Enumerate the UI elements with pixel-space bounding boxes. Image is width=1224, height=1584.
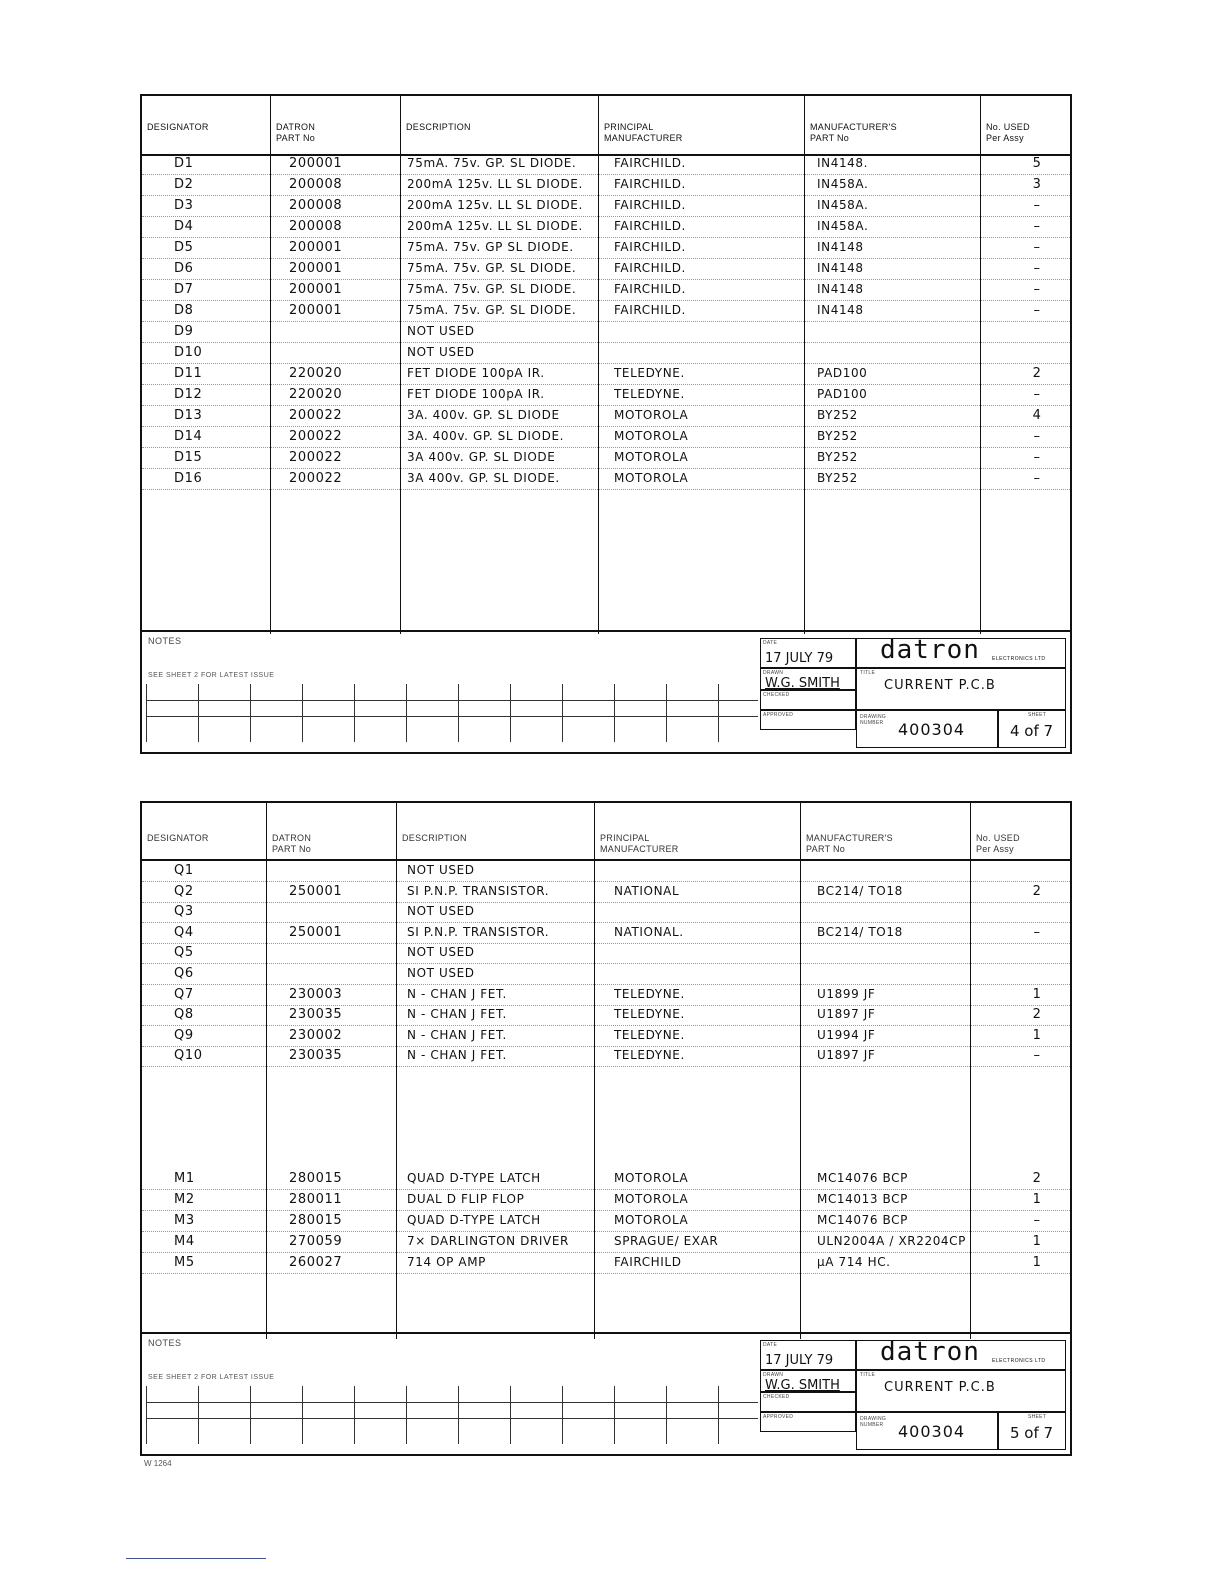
manufacturer: NATIONAL [614,883,680,898]
table-row [142,406,1070,427]
manufacturer: MOTOROLA [614,1171,689,1185]
manufacturer: FAIRCHILD. [614,198,686,212]
description: 3A 400v. GP. SL DIODE. [407,471,560,485]
title-block [760,1337,1066,1450]
sheet-label: SHEET [1028,712,1047,718]
manufacturer-part-number: IN4148 [817,282,864,296]
manufacturer-part-number: BY252 [817,471,858,485]
description: QUAD D-TYPE LATCH [407,1171,541,1185]
datron-part-number: 270059 [289,1234,343,1249]
manufacturer-part-number: IN4148 [817,240,864,254]
manufacturer-part-number: U1897 JF [817,1048,876,1063]
datron-part-number: 280015 [289,1213,343,1228]
designator: Q6 [174,966,194,981]
notes-label: NOTES [148,636,182,646]
description: QUAD D-TYPE LATCH [407,1213,541,1227]
datron-part-number: 220020 [289,387,343,402]
issue-grid [146,684,758,742]
date-label: DATE [763,640,778,646]
datron-part-number: 200001 [289,282,343,297]
table-row [142,861,1070,882]
datron-part-number: 280011 [289,1192,343,1207]
quantity-used: – [1033,924,1041,940]
manufacturer: FAIRCHILD. [614,240,686,254]
manufacturer-part-number: IN458A. [817,177,869,191]
table-row [142,469,1070,490]
quantity-used: – [1033,303,1041,318]
datron-part-number: 230035 [289,1007,343,1023]
manufacturer: FAIRCHILD. [614,219,686,233]
datron-part-number: 200022 [289,408,343,423]
table-row [142,259,1070,280]
description: 200mA 125v. LL SL DIODE. [407,198,583,212]
designator: M1 [174,1171,195,1186]
designator: D8 [174,303,194,318]
datron-logo: datron [880,635,980,665]
manufacturer-part-number: MC14076 BCP [817,1213,908,1227]
manufacturer-part-number: µA 714 HC. [817,1255,891,1269]
drawing-date: 17 JULY 79 [765,1353,834,1368]
header-manufacturer-part: MANUFACTURER'S PART No [804,96,980,154]
notes-area [142,1332,1070,1454]
description: SI P.N.P. TRANSISTOR. [407,883,550,898]
datron-part-number: 200022 [289,450,343,465]
manufacturer: FAIRCHILD. [614,156,686,170]
table-row [142,1005,1070,1026]
datron-part-number: 250001 [289,883,343,899]
title-label: TITLE [860,670,876,676]
manufacturer: SPRAGUE/ EXAR [614,1234,719,1248]
parts-list-sheet-4 [140,94,1072,754]
table-row [142,196,1070,217]
designator: D11 [174,366,203,381]
manufacturer-part-number: PAD100 [817,366,868,380]
quantity-used: – [1033,240,1041,255]
table-row [142,882,1070,903]
quantity-used: 3 [1032,177,1042,192]
header-principal-manufacturer: PRINCIPAL MANUFACTURER [594,803,800,859]
table-row [142,1169,1070,1190]
designator: D7 [174,282,194,297]
table-row [142,902,1070,923]
description: 7× DARLINGTON DRIVER [407,1234,569,1248]
manufacturer-part-number: BY252 [817,408,858,422]
sheet-number: 5 of 7 [1010,1424,1054,1442]
datron-part-number: 250001 [289,924,343,940]
designator: D9 [174,324,194,339]
table-row [142,343,1070,364]
manufacturer-part-number: BC214/ TO18 [817,924,903,939]
designator: D14 [174,429,203,444]
quantity-used: – [1033,471,1041,486]
manufacturer: MOTOROLA [614,408,689,422]
quantity-used: 1 [1032,986,1042,1002]
quantity-used: 1 [1032,1192,1042,1207]
designator: Q7 [174,986,194,1002]
table-row [142,427,1070,448]
page-rule [126,1558,266,1559]
manufacturer: TELEDYNE. [614,1007,685,1022]
quantity-used: 2 [1032,883,1042,899]
header-datron-part: DATRON PART No [266,803,396,859]
designator: D1 [174,156,194,171]
checked-label: CHECKED [763,1394,790,1400]
title-label: TITLE [860,1372,876,1378]
designator: Q5 [174,945,194,961]
table-row [142,964,1070,985]
approved-label: APPROVED [763,712,794,718]
table-row [142,1253,1070,1274]
description: SI P.N.P. TRANSISTOR. [407,924,550,939]
datron-part-number: 200001 [289,261,343,276]
header-description: DESCRIPTION [396,803,594,859]
header-description: DESCRIPTION [400,96,598,154]
designator: D16 [174,471,203,486]
designator: Q9 [174,1027,194,1043]
datron-part-number: 200001 [289,303,343,318]
description: 3A 400v. GP. SL DIODE [407,450,556,464]
description: NOT USED [407,904,475,919]
designator: M5 [174,1255,195,1270]
quantity-used: – [1033,198,1041,213]
description: N - CHAN J FET. [407,1007,507,1022]
drawing-number-label: DRAWING NUMBER [860,1416,887,1428]
designator: M3 [174,1213,195,1228]
quantity-used: 2 [1032,1171,1042,1186]
manufacturer: TELEDYNE. [614,366,685,380]
manufacturer-part-number: IN4148. [817,156,869,170]
manufacturer-part-number: BY252 [817,450,858,464]
description: NOT USED [407,345,475,359]
datron-part-number: 200022 [289,429,343,444]
designator: D10 [174,345,203,360]
description: NOT USED [407,945,475,960]
drawing-number-label: DRAWING NUMBER [860,714,887,726]
designator: M4 [174,1234,195,1249]
table-header [142,96,1070,156]
description: 75mA. 75v. GP. SL DIODE. [407,282,577,296]
header-designator: DESIGNATOR [147,833,209,843]
datron-part-number: 230002 [289,1027,343,1043]
quantity-used: 2 [1032,366,1042,381]
manufacturer: TELEDYNE. [614,1048,685,1063]
quantity-used: – [1033,282,1041,297]
table-row [142,943,1070,964]
manufacturer: FAIRCHILD. [614,303,686,317]
datron-part-number: 260027 [289,1255,343,1270]
datron-part-number: 200001 [289,240,343,255]
quantity-used: 1 [1032,1027,1042,1043]
designator: D6 [174,261,194,276]
parts-list-sheet-5 [140,801,1072,1456]
issue-grid [146,1386,758,1444]
manufacturer-part-number: IN458A. [817,198,869,212]
table-row [142,1046,1070,1067]
designator: Q10 [174,1048,203,1064]
description: FET DIODE 100pA IR. [407,366,545,380]
datron-part-number: 280015 [289,1171,343,1186]
description: FET DIODE 100pA IR. [407,387,545,401]
drawing-number: 400304 [898,1422,966,1441]
table-row [142,280,1070,301]
designator: D4 [174,219,194,234]
table-row [142,385,1070,406]
description: 200mA 125v. LL SL DIODE. [407,219,583,233]
manufacturer: FAIRCHILD. [614,177,686,191]
manufacturer-part-number: IN4148 [817,261,864,275]
sheet-number: 4 of 7 [1010,722,1054,740]
designator: M2 [174,1192,195,1207]
datron-part-number: 230003 [289,986,343,1002]
description: 714 OP AMP [407,1255,487,1269]
quantity-used: 5 [1032,156,1042,171]
manufacturer-part-number: IN4148 [817,303,864,317]
header-manufacturer-part: MANUFACTURER'S PART No [800,803,970,859]
designator: Q1 [174,863,194,878]
datron-part-number: 220020 [289,366,343,381]
manufacturer: MOTOROLA [614,471,689,485]
description: N - CHAN J FET. [407,1048,507,1063]
drawing-date: 17 JULY 79 [765,651,834,666]
table-row [142,1232,1070,1253]
datron-part-number: 230035 [289,1048,343,1064]
form-number: W 1264 [144,1459,172,1468]
description: N - CHAN J FET. [407,986,507,1001]
table-row [142,322,1070,343]
manufacturer-part-number: MC14076 BCP [817,1171,908,1185]
manufacturer-part-number: U1897 JF [817,1007,876,1022]
manufacturer-part-number: ULN2004A / XR2204CP [817,1234,966,1248]
description: DUAL D FLIP FLOP [407,1192,525,1206]
table-row [142,1026,1070,1047]
manufacturer-part-number: IN458A. [817,219,869,233]
description: NOT USED [407,863,475,877]
drawing-title: CURRENT P.C.B [884,678,996,693]
description: 3A. 400v. GP. SL DIODE [407,408,560,422]
designator: D5 [174,240,194,255]
table-row [142,217,1070,238]
quantity-used: – [1033,1048,1041,1064]
description: 75mA. 75v. GP. SL DIODE. [407,156,577,170]
header-datron-part: DATRON PART No [270,96,400,154]
description: 75mA. 75v. GP SL DIODE. [407,240,574,254]
quantity-used: – [1033,261,1041,276]
manufacturer: MOTOROLA [614,1213,689,1227]
datron-part-number: 200008 [289,177,343,192]
designator: Q2 [174,883,194,899]
designator: Q3 [174,904,194,920]
logo-subtitle: ELECTRONICS LTD [992,656,1046,662]
quantity-used: 4 [1032,408,1042,423]
header-quantity: No. USED Per Assy [970,803,1070,859]
designator: D12 [174,387,203,402]
drawn-label: DRAWN [763,670,784,676]
manufacturer: FAIRCHILD. [614,282,686,296]
quantity-used: – [1033,1213,1041,1228]
manufacturer: MOTOROLA [614,1192,689,1206]
designator: D2 [174,177,194,192]
manufacturer-part-number: BC214/ TO18 [817,883,903,898]
datron-part-number: 200008 [289,198,343,213]
manufacturer: FAIRCHILD [614,1255,682,1269]
description: 75mA. 75v. GP. SL DIODE. [407,303,577,317]
table-row [142,301,1070,322]
drawn-by: W.G. SMITH [765,676,840,691]
manufacturer: FAIRCHILD. [614,261,686,275]
header-principal-manufacturer: PRINCIPAL MANUFACTURER [598,96,804,154]
datron-logo: datron [880,1337,980,1367]
notes-issue-reference: SEE SHEET 2 FOR LATEST ISSUE [148,672,275,679]
table-row [142,1211,1070,1232]
description: N - CHAN J FET. [407,1027,507,1042]
manufacturer-part-number: U1899 JF [817,986,876,1001]
datron-part-number: 200022 [289,471,343,486]
quantity-used: 1 [1032,1255,1042,1270]
designator: D13 [174,408,203,423]
manufacturer: TELEDYNE. [614,387,685,401]
date-label: DATE [763,1342,778,1348]
designator: Q8 [174,1007,194,1023]
manufacturer: MOTOROLA [614,450,689,464]
designator: D15 [174,450,203,465]
manufacturer: TELEDYNE. [614,986,685,1001]
manufacturer-part-number: MC14013 BCP [817,1192,908,1206]
quantity-used: – [1033,387,1041,402]
approved-label: APPROVED [763,1414,794,1420]
header-designator: DESIGNATOR [147,122,209,132]
description: 3A. 400v. GP. SL DIODE. [407,429,565,443]
quantity-used: 2 [1032,1007,1042,1023]
datron-part-number: 200008 [289,219,343,234]
table-header [142,803,1070,861]
manufacturer: TELEDYNE. [614,1027,685,1042]
table-row [142,238,1070,259]
description: NOT USED [407,966,475,980]
designator: Q4 [174,924,194,940]
drawing-title: CURRENT P.C.B [884,1380,996,1395]
manufacturer: MOTOROLA [614,429,689,443]
logo-subtitle: ELECTRONICS LTD [992,1358,1046,1364]
manufacturer-part-number: BY252 [817,429,858,443]
designator: D3 [174,198,194,213]
table-row [142,175,1070,196]
table-row [142,364,1070,385]
drawn-label: DRAWN [763,1372,784,1378]
header-quantity: No. USED Per Assy [980,96,1070,154]
table-row [142,985,1070,1006]
manufacturer: NATIONAL. [614,924,684,939]
title-block [760,635,1066,748]
drawing-number: 400304 [898,720,966,739]
manufacturer-part-number: PAD100 [817,387,868,401]
notes-label: NOTES [148,1338,182,1348]
manufacturer-part-number: U1994 JF [817,1027,876,1042]
table-row [142,154,1070,175]
notes-issue-reference: SEE SHEET 2 FOR LATEST ISSUE [148,1374,275,1381]
description: 75mA. 75v. GP. SL DIODE. [407,261,577,275]
drawn-by: W.G. SMITH [765,1378,840,1393]
table-row [142,923,1070,944]
notes-area [142,630,1070,752]
quantity-used: 1 [1032,1234,1042,1249]
table-row [142,1190,1070,1211]
description: 200mA 125v. LL SL DIODE. [407,177,583,191]
quantity-used: – [1033,429,1041,444]
description: NOT USED [407,324,475,338]
quantity-used: – [1033,450,1041,465]
quantity-used: – [1033,219,1041,234]
table-row [142,448,1070,469]
checked-label: CHECKED [763,692,790,698]
datron-part-number: 200001 [289,156,343,171]
sheet-label: SHEET [1028,1414,1047,1420]
